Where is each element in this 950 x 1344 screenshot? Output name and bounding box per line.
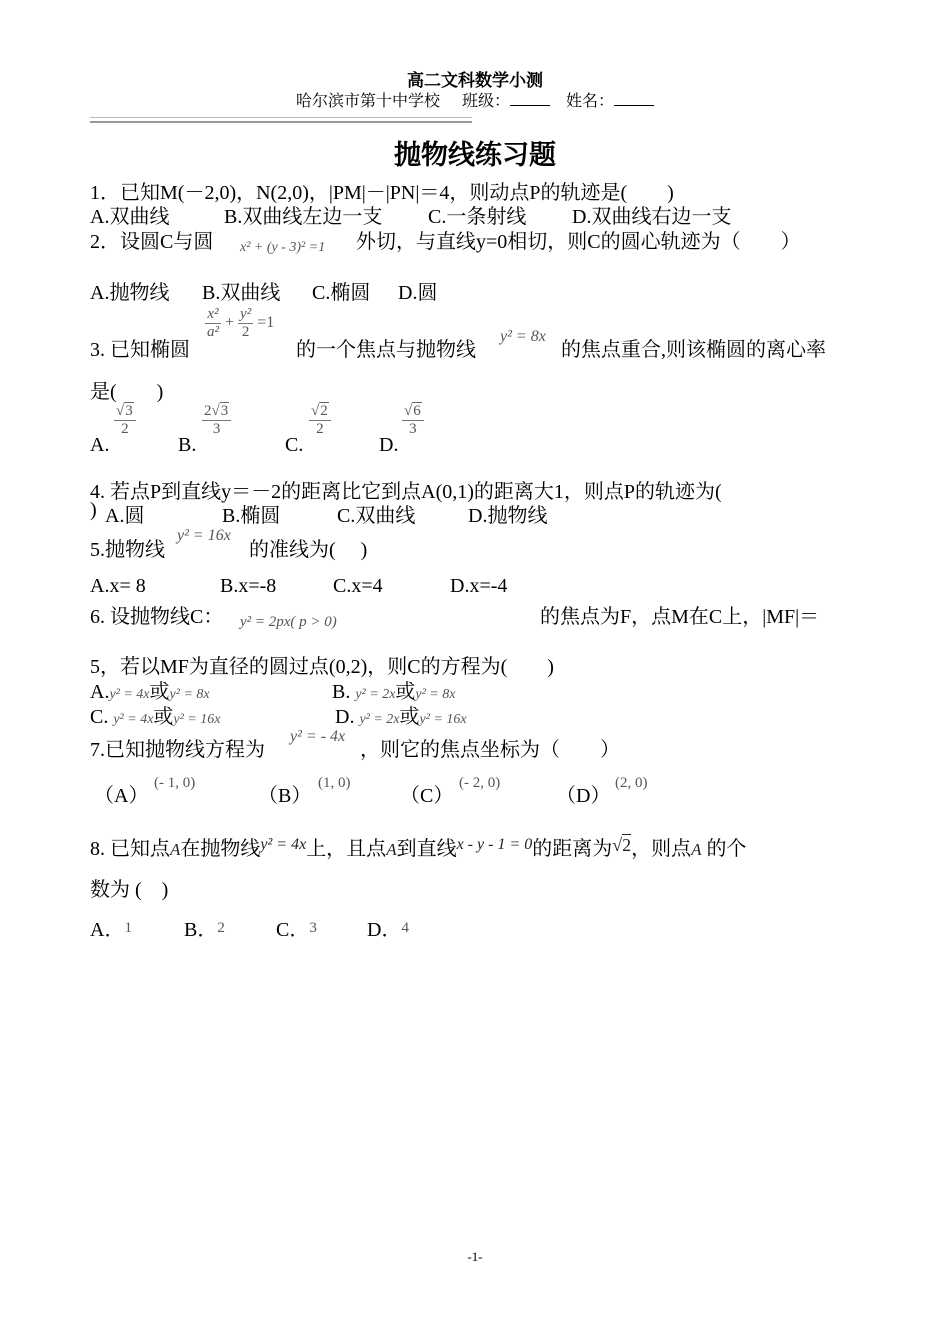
q1-stem: 1．已知M(－2,0)，N(2,0)，|PM|－|PN|＝4，则动点P的轨迹是( ): [90, 182, 674, 204]
header-divider: [90, 121, 472, 123]
header-school: 哈尔滨市第十中学校: [295, 93, 440, 110]
q4-stem-close: ): [90, 499, 97, 521]
ellipse-den-2: 2: [241, 324, 250, 340]
q3-option-a-label: A.: [90, 434, 110, 456]
page-number: -1-: [467, 1249, 483, 1264]
q4-option-d: D.抛物线: [468, 505, 548, 527]
q5-formula: y² = 16x: [177, 527, 231, 544]
q3-d-den: 3: [409, 421, 417, 437]
q8-b-value: 2: [217, 920, 225, 936]
q5-option-a: A.x= 8: [90, 575, 146, 597]
q8-option-a: [90, 913, 132, 942]
q3-a-den: 2: [121, 421, 129, 437]
q5-option-c: C.x=4: [333, 575, 383, 597]
q3-b-radicand: 3: [220, 403, 229, 419]
q6-c-formula-1: y² = 4x: [113, 712, 154, 727]
q8-p7: 的个: [706, 838, 747, 860]
q6-d-formula-1: y² = 2x: [359, 712, 400, 727]
q8-p5: 的距离为: [532, 838, 613, 860]
q7-option-d-value: (2, 0): [615, 775, 648, 791]
q3-b-den: 3: [212, 421, 221, 437]
q6-option-c: [90, 700, 221, 729]
q8-distance-value: 2: [622, 835, 632, 855]
q8-p6: ，则点: [631, 838, 692, 860]
q3-d-radicand: 6: [413, 403, 421, 419]
q8-formula-line: x - y - 1 = 0: [456, 836, 533, 853]
class-blank[interactable]: [510, 91, 550, 106]
q8-formula-parabola: y² = 4x: [260, 836, 307, 853]
q7-stem-suffix: ，则它的焦点坐标为（ ）: [360, 739, 620, 761]
header-info: [0, 88, 950, 111]
header-name-label: 姓名：: [566, 93, 615, 110]
q8-p3: 上，且点: [306, 838, 387, 860]
q3-c-den: 2: [316, 421, 324, 437]
q8-option-b: [184, 913, 225, 942]
q6-b-formula-2: y² = 8x: [415, 687, 456, 702]
q2-formula: x² + (y - 3)² =1: [240, 240, 326, 255]
q7-option-a-label: （A）: [94, 785, 149, 807]
q2-option-a: A.抛物线: [90, 282, 170, 304]
name-blank[interactable]: [614, 91, 654, 106]
q6-d-label: D.: [335, 706, 355, 728]
q7-option-a-value: (- 1, 0): [154, 775, 196, 791]
q3-b-coef: 2: [204, 403, 212, 419]
q3-stem-line2: 是( ): [90, 381, 164, 403]
q6-d-formula-2: y² = 16x: [419, 712, 467, 727]
q6-c-label: C.: [90, 706, 109, 728]
q3-option-b-value: $\frac{2√3}{3}$: [202, 403, 231, 438]
q3-option-b-label: B.: [178, 434, 197, 456]
q6-a-formula-2: y² = 8x: [169, 687, 210, 702]
q1-option-c: C.一条射线: [428, 206, 527, 228]
q5-option-b: B.x=-8: [220, 575, 277, 597]
q3-option-a-value: $\frac{√3}{2}$: [114, 403, 136, 438]
q4-stem: 4. 若点P到直线y＝－2的距离比它到点A(0,1)的距离大1，则点P的轨迹为(: [90, 481, 722, 503]
q8-p1: 8. 已知点: [90, 838, 170, 860]
q2-stem-prefix: 2．设圆C与圆: [90, 231, 214, 253]
q3-stem-prefix: 3. 已知椭圆: [90, 339, 190, 361]
q2-option-d: D.圆: [398, 282, 438, 304]
q6-a-formula-1: y² = 4x: [109, 687, 150, 702]
ellipse-num-1: x²: [205, 306, 221, 324]
q3-stem-middle: 的一个焦点与抛物线: [296, 339, 476, 361]
q3-option-d-value: $\frac{√6}{3}$: [402, 403, 424, 438]
q8-point-a-2: A: [386, 840, 397, 859]
q8-stem: 8. 已知点A在抛物线$^{y^2 = 4x}$上，且点A到直线$^{x - y - 1 = 0}$的距离为√2，则点A 的个: [90, 835, 747, 860]
q2-option-c: C.椭圆: [312, 282, 371, 304]
q8-point-a-3: A: [691, 840, 702, 859]
q3-option-d-label: D.: [379, 434, 399, 456]
q8-a-value: 1: [124, 920, 132, 936]
ellipse-den-1: a²: [207, 324, 219, 340]
ellipse-rhs: =1: [257, 314, 275, 332]
q6-d-or: 或: [399, 706, 420, 728]
q3-stem-suffix: 的焦点重合,则该椭圆的离心率: [561, 339, 826, 361]
q6-stem-line2: 5，若以MF为直径的圆过点(0,2)，则C的方程为( ): [90, 656, 554, 678]
q7-stem-prefix: 7.已知抛物线方程为: [90, 739, 265, 761]
q1-option-a: A.双曲线: [90, 206, 170, 228]
q8-p2: 在抛物线: [180, 838, 261, 860]
q4-option-c: C.双曲线: [337, 505, 416, 527]
q6-option-d: [335, 700, 467, 729]
q3-option-c-label: C.: [285, 434, 304, 456]
q7-option-d-label: （D）: [556, 785, 611, 807]
q7-option-c-label: （C）: [400, 785, 454, 807]
q3-option-c-value: $\frac{√2}{2}$: [309, 403, 331, 438]
q7-option-c-value: (- 2, 0): [459, 775, 501, 791]
q8-p4: 到直线: [396, 838, 457, 860]
q6-c-or: 或: [153, 706, 174, 728]
q6-stem-suffix: 的焦点为F，点M在C上，|MF|＝: [540, 606, 820, 628]
q7-formula: y² = - 4x: [290, 728, 346, 745]
q7-option-b-label: （B）: [258, 785, 312, 807]
page-title: 抛物线练习题: [394, 140, 556, 170]
q6-a-or: 或: [149, 681, 170, 703]
q4-option-a: A.圆: [105, 505, 145, 527]
q8-a-label: A．: [90, 919, 125, 941]
q8-point-a-1: A: [170, 840, 181, 859]
q8-b-label: B．: [184, 919, 218, 941]
q6-a-label: A.: [90, 681, 110, 703]
q8-option-d: [367, 913, 409, 942]
q8-c-value: 3: [309, 920, 317, 936]
q5-option-d: D.x=-4: [450, 575, 508, 597]
q8-stem-line2: 数为 ( ): [90, 879, 169, 901]
q3-ellipse-formula: [205, 306, 274, 341]
q6-c-formula-2: y² = 16x: [173, 712, 221, 727]
q2-stem-suffix: 外切，与直线y=0相切，则C的圆心轨迹为（ ）: [356, 231, 801, 253]
q3-parabola-formula: y² = 8x: [500, 328, 546, 345]
q6-stem-prefix: 6. 设抛物线C：: [90, 606, 224, 628]
q6-formula: y² = 2px( p > 0): [240, 614, 337, 630]
q1-option-d: D.双曲线右边一支: [572, 206, 732, 228]
q6-b-formula-1: y² = 2x: [355, 687, 396, 702]
q8-d-value: 4: [401, 920, 409, 936]
q7-option-b-value: (1, 0): [318, 775, 351, 791]
ellipse-num-2: y²: [240, 306, 252, 322]
q1-option-b: B.双曲线左边一支: [224, 206, 383, 228]
q2-option-b: B.双曲线: [202, 282, 281, 304]
q5-stem-prefix: 5.抛物线: [90, 539, 165, 561]
q6-b-or: 或: [395, 681, 416, 703]
header-class-label: 班级：: [461, 93, 510, 110]
header-course-title: 高二文科数学小测: [407, 71, 543, 90]
q3-c-radicand: 2: [320, 403, 328, 419]
q6-b-label: B.: [332, 681, 351, 703]
q3-a-radicand: 3: [125, 403, 133, 419]
q8-c-label: C．: [276, 919, 310, 941]
q5-stem-suffix: 的准线为( ): [249, 539, 368, 561]
header-divider-thin: [90, 117, 472, 118]
ellipse-plus: +: [225, 314, 235, 332]
q8-option-c: [276, 913, 317, 942]
q8-d-label: D．: [367, 919, 402, 941]
q4-option-b: B.椭圆: [222, 505, 281, 527]
